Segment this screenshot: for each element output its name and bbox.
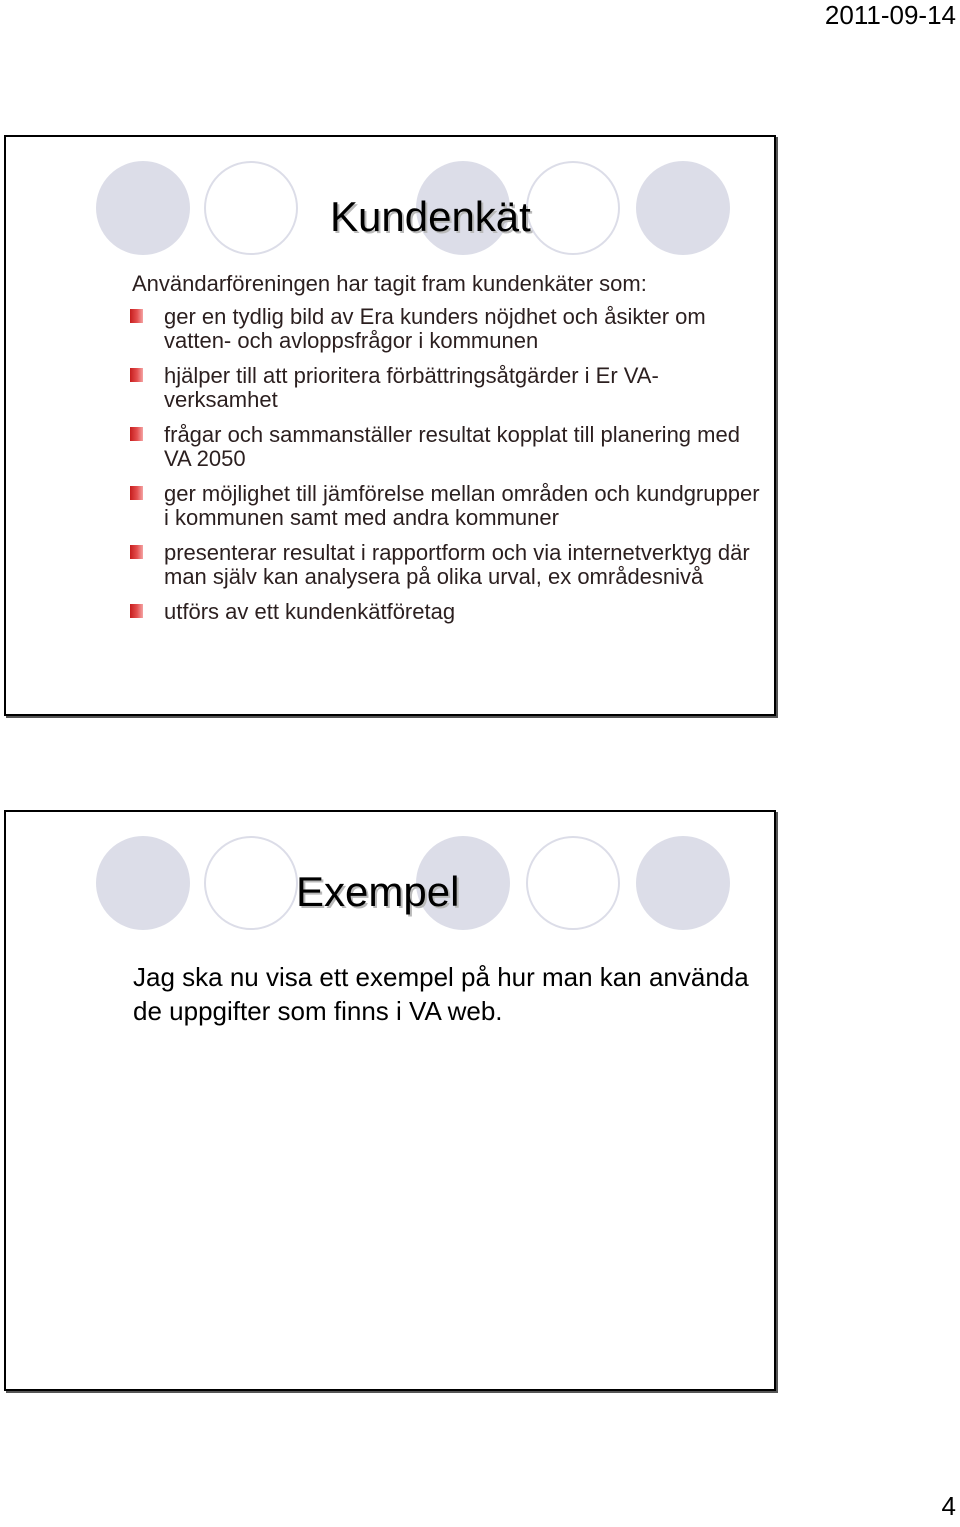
slide-kundenkat xyxy=(4,135,776,716)
bullet-list xyxy=(130,305,770,635)
list-item xyxy=(130,541,770,589)
bullet-text: ger möjlighet till jämförelse mellan områden och kundgrupper i kommunen samt med andra kommuner xyxy=(164,481,760,530)
square-bullet-icon xyxy=(130,604,143,618)
decorative-circle xyxy=(636,161,730,255)
decorative-circle xyxy=(636,836,730,930)
slide-body-text: Jag ska nu visa ett exempel på hur man kan använda de uppgifter som finns i VA web. xyxy=(133,962,749,1026)
bullet-text: hjälper till att prioritera förbättringsåtgärder i Er VA-verksamhet xyxy=(164,363,659,412)
square-bullet-icon xyxy=(130,368,143,382)
decorative-circle xyxy=(204,161,298,255)
square-bullet-icon xyxy=(130,309,143,323)
decorative-circle xyxy=(204,836,298,930)
slide-exempel xyxy=(4,810,776,1391)
square-bullet-icon xyxy=(130,486,143,500)
bullet-text: frågar och sammanställer resultat kopplat till planering med VA 2050 xyxy=(164,422,740,471)
decorative-circle xyxy=(96,161,190,255)
slide-title: Kundenkät xyxy=(330,193,531,240)
slide-intro: Användarföreningen har tagit fram kundenkäter som: xyxy=(132,271,647,296)
list-item xyxy=(130,482,770,530)
decorative-circle xyxy=(96,836,190,930)
decorative-circle xyxy=(526,161,620,255)
page-date: 2011-09-14 xyxy=(824,0,956,30)
bullet-text: utförs av ett kundenkätföretag xyxy=(164,599,456,624)
bullet-text: presenterar resultat i rapportform och via internetverktyg där man själv kan analysera på olika urval, ex områdesnivå xyxy=(164,540,750,589)
list-item xyxy=(130,364,770,412)
decorative-circle xyxy=(526,836,620,930)
slide-title: Exempel xyxy=(296,868,460,915)
list-item xyxy=(130,600,770,624)
list-item xyxy=(130,305,770,353)
square-bullet-icon xyxy=(130,545,143,559)
list-item xyxy=(130,423,770,471)
page-number: 4 xyxy=(941,1491,956,1521)
bullet-text: ger en tydlig bild av Era kunders nöjdhet och åsikter om vatten- och avloppsfrågor i kommunen xyxy=(164,304,706,353)
square-bullet-icon xyxy=(130,427,143,441)
